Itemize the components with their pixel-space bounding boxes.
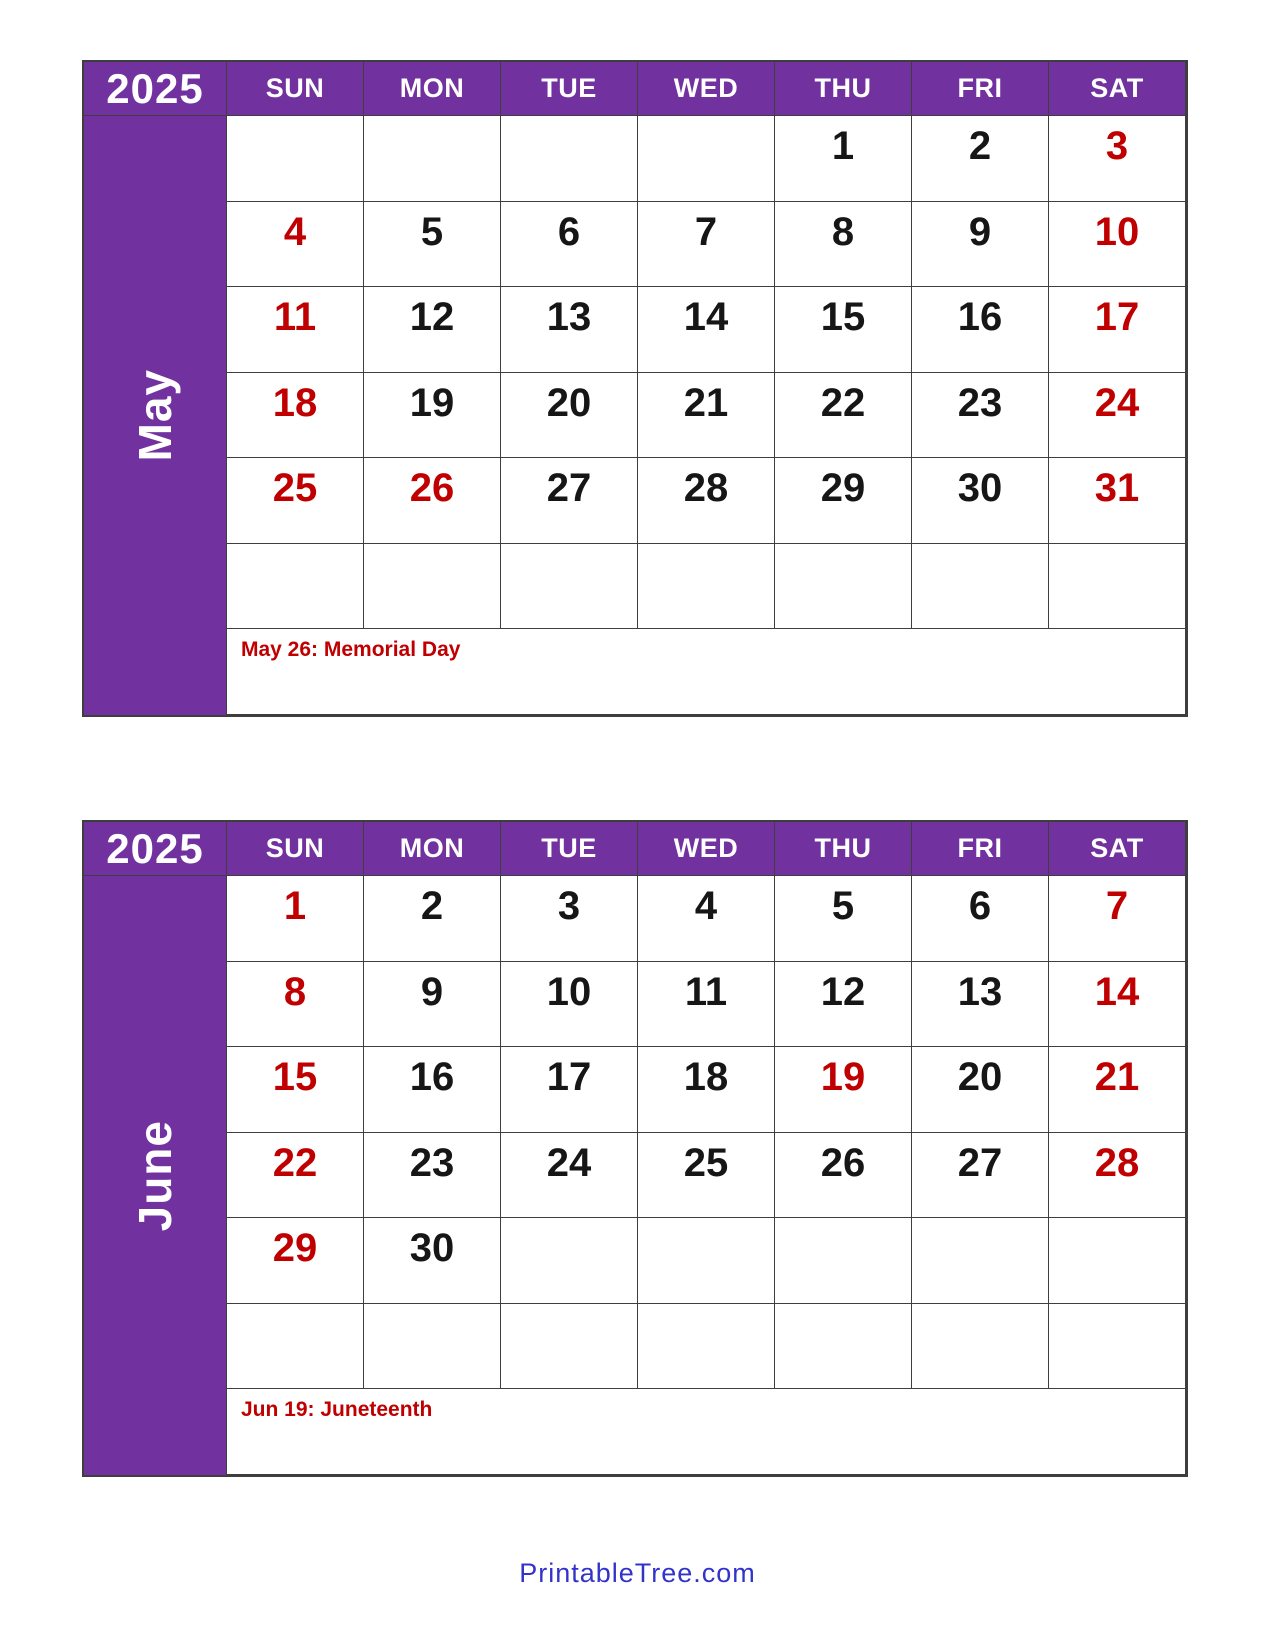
weekday-header-tue: TUE (501, 822, 638, 876)
date-cell: 7 (638, 202, 775, 288)
empty-cell (912, 1218, 1049, 1304)
date-cell: 29 (775, 458, 912, 544)
date-cell: 17 (501, 1047, 638, 1133)
date-cell: 30 (364, 1218, 501, 1304)
empty-cell (501, 544, 638, 630)
date-cell: 10 (1049, 202, 1186, 288)
empty-cell (501, 116, 638, 202)
date-cell: 14 (638, 287, 775, 373)
date-cell: 19 (364, 373, 501, 459)
empty-cell (638, 1218, 775, 1304)
date-cell: 20 (501, 373, 638, 459)
date-cell: 28 (638, 458, 775, 544)
date-cell: 7 (1049, 876, 1186, 962)
empty-cell (501, 1304, 638, 1390)
date-cell: 13 (501, 287, 638, 373)
date-cell: 3 (1049, 116, 1186, 202)
date-cell: 27 (501, 458, 638, 544)
weekday-header-mon: MON (364, 822, 501, 876)
month-label: June (129, 1119, 181, 1231)
date-cell: 27 (912, 1133, 1049, 1219)
month-sidebar (84, 876, 227, 1475)
date-cell: 25 (227, 458, 364, 544)
month-sidebar (84, 116, 227, 715)
date-cell: 3 (501, 876, 638, 962)
date-cell: 29 (227, 1218, 364, 1304)
date-cell: 26 (364, 458, 501, 544)
weekday-header-mon: MON (364, 62, 501, 116)
weekday-header-sat: SAT (1049, 822, 1186, 876)
date-cell: 26 (775, 1133, 912, 1219)
date-cell: 2 (364, 876, 501, 962)
empty-cell (364, 1304, 501, 1390)
empty-cell (638, 116, 775, 202)
date-cell: 8 (775, 202, 912, 288)
holiday-note: May 26: Memorial Day (227, 629, 1186, 715)
date-cell: 12 (775, 962, 912, 1048)
date-cell: 11 (227, 287, 364, 373)
calendar-may-2025 (82, 60, 1188, 717)
weekday-header-sat: SAT (1049, 62, 1186, 116)
empty-cell (227, 116, 364, 202)
date-cell: 31 (1049, 458, 1186, 544)
date-cell: 4 (638, 876, 775, 962)
date-cell: 28 (1049, 1133, 1186, 1219)
empty-cell (227, 1304, 364, 1390)
date-cell: 20 (912, 1047, 1049, 1133)
date-cell: 9 (364, 962, 501, 1048)
empty-cell (775, 1218, 912, 1304)
empty-cell (638, 1304, 775, 1390)
date-cell: 6 (912, 876, 1049, 962)
empty-cell (1049, 544, 1186, 630)
weekday-header-wed: WED (638, 62, 775, 116)
empty-cell (364, 116, 501, 202)
date-cell: 15 (775, 287, 912, 373)
weekday-header-fri: FRI (912, 822, 1049, 876)
date-cell: 21 (1049, 1047, 1186, 1133)
weekday-header-wed: WED (638, 822, 775, 876)
date-cell: 14 (1049, 962, 1186, 1048)
empty-cell (227, 544, 364, 630)
empty-cell (912, 544, 1049, 630)
date-cell: 22 (775, 373, 912, 459)
date-cell: 6 (501, 202, 638, 288)
date-cell: 10 (501, 962, 638, 1048)
date-cell: 30 (912, 458, 1049, 544)
empty-cell (1049, 1218, 1186, 1304)
month-label: May (129, 369, 181, 462)
empty-cell (912, 1304, 1049, 1390)
date-cell: 12 (364, 287, 501, 373)
date-cell: 1 (227, 876, 364, 962)
date-cell: 1 (775, 116, 912, 202)
date-cell: 8 (227, 962, 364, 1048)
date-cell: 21 (638, 373, 775, 459)
weekday-header-thu: THU (775, 62, 912, 116)
weekday-header-fri: FRI (912, 62, 1049, 116)
empty-cell (364, 544, 501, 630)
date-cell: 17 (1049, 287, 1186, 373)
empty-cell (775, 544, 912, 630)
date-cell: 18 (638, 1047, 775, 1133)
year-label: 2025 (84, 62, 227, 116)
empty-cell (638, 544, 775, 630)
weekday-header-sun: SUN (227, 62, 364, 116)
weekday-header-sun: SUN (227, 822, 364, 876)
date-cell: 19 (775, 1047, 912, 1133)
date-cell: 5 (775, 876, 912, 962)
date-cell: 24 (1049, 373, 1186, 459)
date-cell: 23 (364, 1133, 501, 1219)
year-label: 2025 (84, 822, 227, 876)
weekday-header-tue: TUE (501, 62, 638, 116)
calendar-june-2025 (82, 820, 1188, 1477)
site-footer (0, 1558, 1275, 1589)
date-cell: 16 (912, 287, 1049, 373)
empty-cell (1049, 1304, 1186, 1390)
date-cell: 9 (912, 202, 1049, 288)
date-cell: 25 (638, 1133, 775, 1219)
date-cell: 5 (364, 202, 501, 288)
date-cell: 18 (227, 373, 364, 459)
date-cell: 22 (227, 1133, 364, 1219)
empty-cell (501, 1218, 638, 1304)
date-cell: 2 (912, 116, 1049, 202)
weekday-header-thu: THU (775, 822, 912, 876)
date-cell: 24 (501, 1133, 638, 1219)
date-cell: 16 (364, 1047, 501, 1133)
date-cell: 15 (227, 1047, 364, 1133)
printabletree-link[interactable]: PrintableTree.com (519, 1558, 756, 1588)
holiday-note: Jun 19: Juneteenth (227, 1389, 1186, 1475)
date-cell: 23 (912, 373, 1049, 459)
empty-cell (775, 1304, 912, 1390)
date-cell: 13 (912, 962, 1049, 1048)
date-cell: 4 (227, 202, 364, 288)
date-cell: 11 (638, 962, 775, 1048)
